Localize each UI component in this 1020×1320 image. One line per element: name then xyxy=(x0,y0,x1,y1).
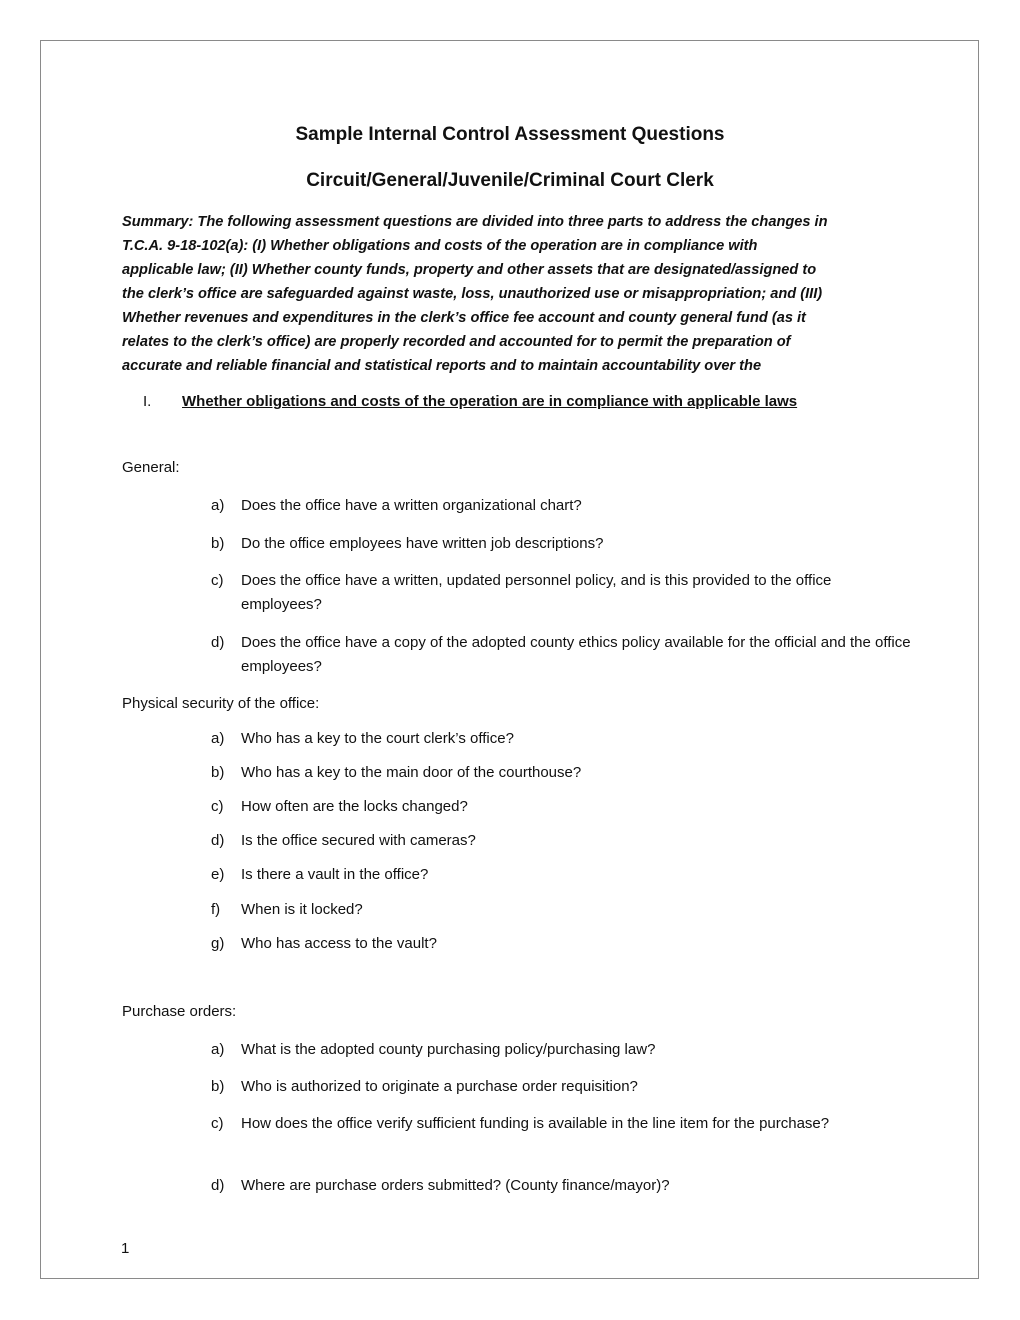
list-marker: g) xyxy=(211,935,225,952)
question-text: What is the adopted county purchasing policy/purchasing law? xyxy=(241,1041,656,1058)
section-title: Whether obligations and costs of the operation are in compliance with applicable laws xyxy=(182,393,798,410)
group-heading-purchase-orders: Purchase orders: xyxy=(122,1003,237,1020)
page-number: 1 xyxy=(121,1240,130,1257)
summary-line: Summary: The following assessment questions are divided into three parts to address the changes in xyxy=(122,214,828,230)
summary-line: relates to the clerk’s office) are properly recorded and accounted for to permit the preparation of xyxy=(122,334,791,350)
question-text: When is it locked? xyxy=(241,901,363,918)
question-text: Who is authorized to originate a purchase order requisition? xyxy=(241,1078,638,1095)
list-marker: c) xyxy=(211,1115,224,1132)
list-marker: d) xyxy=(211,832,225,849)
document-subtitle: Circuit/General/Juvenile/Criminal Court Clerk xyxy=(306,170,714,191)
question-text: Who has a key to the court clerk’s office? xyxy=(241,730,514,747)
document-title: Sample Internal Control Assessment Questions xyxy=(295,124,725,145)
question-text: Does the office have a written, updated personnel policy, and is this provided to the office employees? xyxy=(241,572,832,613)
question-text: Do the office employees have written job descriptions? xyxy=(241,535,604,552)
list-marker: c) xyxy=(211,572,224,589)
group-heading-general: General: xyxy=(122,459,180,476)
list-marker: d) xyxy=(211,1177,225,1194)
summary-line: Whether revenues and expenditures in the clerk’s office fee account and county general fund (as it xyxy=(122,310,806,326)
question-text: Does the office have a written organizational chart? xyxy=(241,497,582,514)
list-marker: a) xyxy=(211,1041,225,1058)
question-text: How does the office verify sufficient funding is available in the line item for the purchase? xyxy=(241,1115,830,1132)
question-text: How often are the locks changed? xyxy=(241,798,468,815)
list-marker: a) xyxy=(211,497,225,514)
summary-line: the clerk’s office are safeguarded against waste, loss, unauthorized use or misappropriation; and (III) xyxy=(122,286,823,302)
summary-line: T.C.A. 9-18-102(a): (I) Whether obligations and costs of the operation are in compliance with xyxy=(122,238,758,254)
question-text: Who has access to the vault? xyxy=(241,935,437,952)
question-text: Is the office secured with cameras? xyxy=(241,832,476,849)
question-text: Is there a vault in the office? xyxy=(241,866,429,883)
list-marker: b) xyxy=(211,1078,225,1095)
list-marker: c) xyxy=(211,798,224,815)
summary-paragraph xyxy=(122,210,902,378)
list-marker: a) xyxy=(211,730,225,747)
summary-line: applicable law; (II) Whether county funds, property and other assets that are designated/assigned to xyxy=(122,262,817,278)
list-marker: b) xyxy=(211,535,225,552)
question-text: Who has a key to the main door of the courthouse? xyxy=(241,764,582,781)
list-marker: e) xyxy=(211,866,225,883)
summary-line: accurate and reliable financial and statistical reports and to maintain accountability over the xyxy=(122,358,762,374)
list-marker: b) xyxy=(211,764,225,781)
section-number: I. xyxy=(143,393,152,410)
list-marker: f) xyxy=(211,901,221,918)
group-heading-physical-security: Physical security of the office: xyxy=(122,695,320,712)
list-marker: d) xyxy=(211,634,225,651)
question-text: Does the office have a copy of the adopted county ethics policy available for the official and the office employees? xyxy=(241,634,911,675)
question-text: Where are purchase orders submitted? (County finance/mayor)? xyxy=(241,1177,670,1194)
